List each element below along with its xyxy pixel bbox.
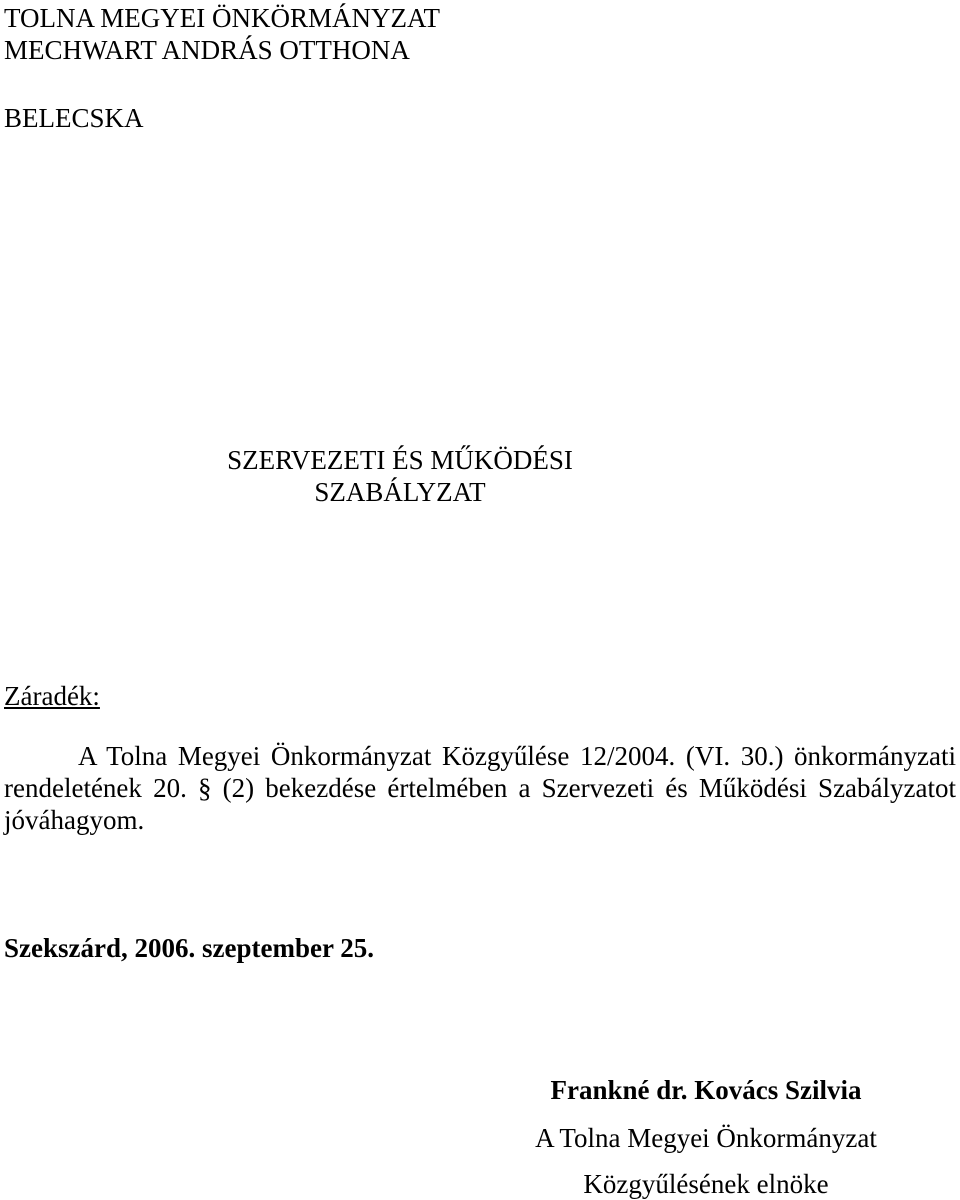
section-symbol: § xyxy=(198,773,212,803)
signatory-role-line1: A Tolna Megyei Önkormányzat xyxy=(535,1123,877,1153)
header-institution: MECHWART ANDRÁS OTTHONA xyxy=(4,35,410,65)
signatory-role-line2: Közgyűlésének elnöke xyxy=(583,1169,829,1199)
document-title-line2: SZABÁLYZAT xyxy=(314,477,486,507)
header-organization: TOLNA MEGYEI ÖNKÖRMÁNYZAT xyxy=(4,3,440,33)
clause-paragraph xyxy=(4,740,956,836)
header-location: BELECSKA xyxy=(4,103,144,133)
place-and-date: Szekszárd, 2006. szeptember 25. xyxy=(4,933,374,963)
clause-text-part2: (2) bekezdése értelmében a Szervezeti és Működési Szabályzatot jóváhagyom. xyxy=(4,773,956,835)
clause-text-part1: A Tolna Megyei Önkormányzat Közgyűlése 12/2004. (VI. 30.) önkormányzati rendeletének 20. xyxy=(4,741,956,803)
signatory-name: Frankné dr. Kovács Szilvia xyxy=(550,1075,862,1105)
document-title-line1: SZERVEZETI ÉS MŰKÖDÉSI xyxy=(227,445,573,475)
clause-heading: Záradék: xyxy=(4,681,100,711)
